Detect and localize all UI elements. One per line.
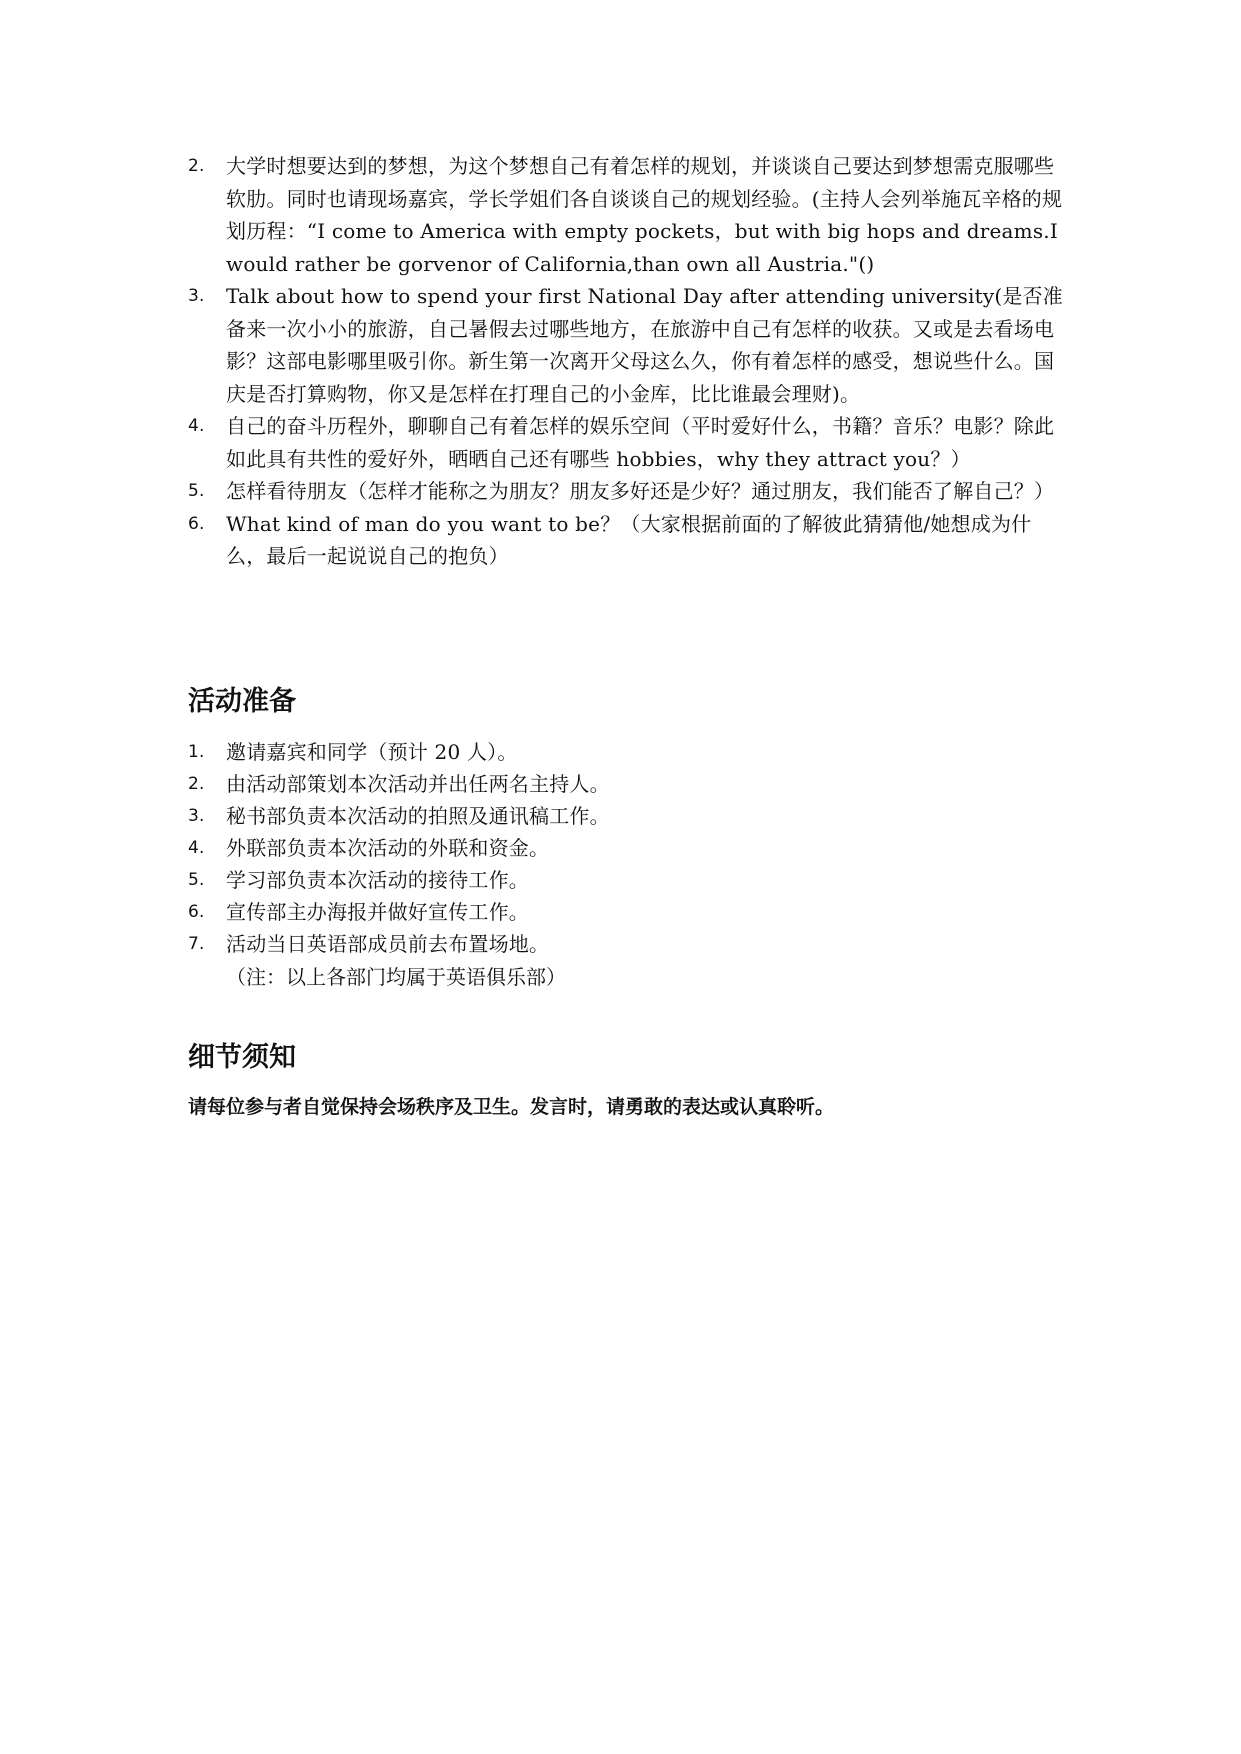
item-text: 自己的奋斗历程外，聊聊自己有着怎样的娱乐空间（平时爱好什么，书籍？音乐？电影？除此如此具有共性的爱好外，晒晒自己还有哪些 hobbies，why they attract you？） xyxy=(226,414,1055,471)
item-text: 宣传部主办海报并做好宣传工作。 xyxy=(226,900,529,924)
item-text: 活动当日英语部成员前去布置场地。 xyxy=(226,932,550,956)
item-number: 6. xyxy=(188,902,205,922)
list-item xyxy=(188,800,1068,832)
item-number: 5. xyxy=(188,870,205,890)
list-item xyxy=(188,864,1068,896)
item-number: 4. xyxy=(188,838,205,858)
item-text: 由活动部策划本次活动并出任两名主持人。 xyxy=(226,772,610,796)
list-item xyxy=(188,475,1068,508)
section-heading-details: 细节须知 xyxy=(188,1042,296,1073)
item-number: 3. xyxy=(188,286,205,306)
list-item xyxy=(188,928,1068,960)
list-item xyxy=(188,150,1068,280)
list-item xyxy=(188,508,1068,573)
item-text: 怎样看待朋友（怎样才能称之为朋友？朋友多好还是少好？通过朋友，我们能否了解自己？） xyxy=(226,479,1055,503)
item-text: 邀请嘉宾和同学（预计 20 人）。 xyxy=(226,740,518,764)
discussion-topics-list xyxy=(188,150,1068,573)
item-number: 3. xyxy=(188,806,205,826)
item-number: 7. xyxy=(188,934,205,954)
preparation-list xyxy=(188,736,1068,960)
item-number: 1. xyxy=(188,742,205,762)
list-item xyxy=(188,768,1068,800)
list-item xyxy=(188,410,1068,475)
list-item xyxy=(188,736,1068,768)
item-text: Talk about how to spend your first National Day after attending university(是否准备来一次小小的旅游，自己暑假去过哪些地方，在旅游中自己有怎样的收获。又或是去看场电影？这部电影哪里吸引你。新生第一次离开父母这么久，你有着怎样的感受，想说些什么。国庆是否打算购物，你又是怎样在打理自己的小金库，比比谁最会理财)。 xyxy=(226,284,1063,406)
item-number: 2. xyxy=(188,156,205,176)
item-number: 4. xyxy=(188,416,205,436)
item-text: 大学时想要达到的梦想，为这个梦想自己有着怎样的规划，并谈谈自己要达到梦想需克服哪些软肋。同时也请现场嘉宾，学长学姐们各自谈谈自己的规划经验。(主持人会列举施瓦辛格的规划历程：“I come to America with empty pockets，but with big hops and dreams.I would rather be gorvenor of California,than own all Austria."() xyxy=(226,154,1063,276)
details-paragraph: 请每位参与者自觉保持会场秩序及卫生。发言时，请勇敢的表达或认真聆听。 xyxy=(188,1096,835,1118)
item-number: 6. xyxy=(188,513,205,534)
item-number: 2. xyxy=(188,774,205,794)
list-item xyxy=(188,280,1068,410)
item-text: What kind of man do you want to be？（大家根据前面的了解彼此猜猜他/她想成为什么，最后一起说说自己的抱负） xyxy=(226,511,1032,568)
item-text: 秘书部负责本次活动的拍照及通讯稿工作。 xyxy=(226,804,610,828)
item-text: 学习部负责本次活动的接待工作。 xyxy=(226,868,529,892)
section-heading-preparation: 活动准备 xyxy=(188,686,296,717)
preparation-note: （注：以上各部门均属于英语俱乐部） xyxy=(226,965,566,989)
item-number: 5. xyxy=(188,481,205,501)
list-item xyxy=(188,896,1068,928)
item-text: 外联部负责本次活动的外联和资金。 xyxy=(226,836,550,860)
list-item xyxy=(188,832,1068,864)
